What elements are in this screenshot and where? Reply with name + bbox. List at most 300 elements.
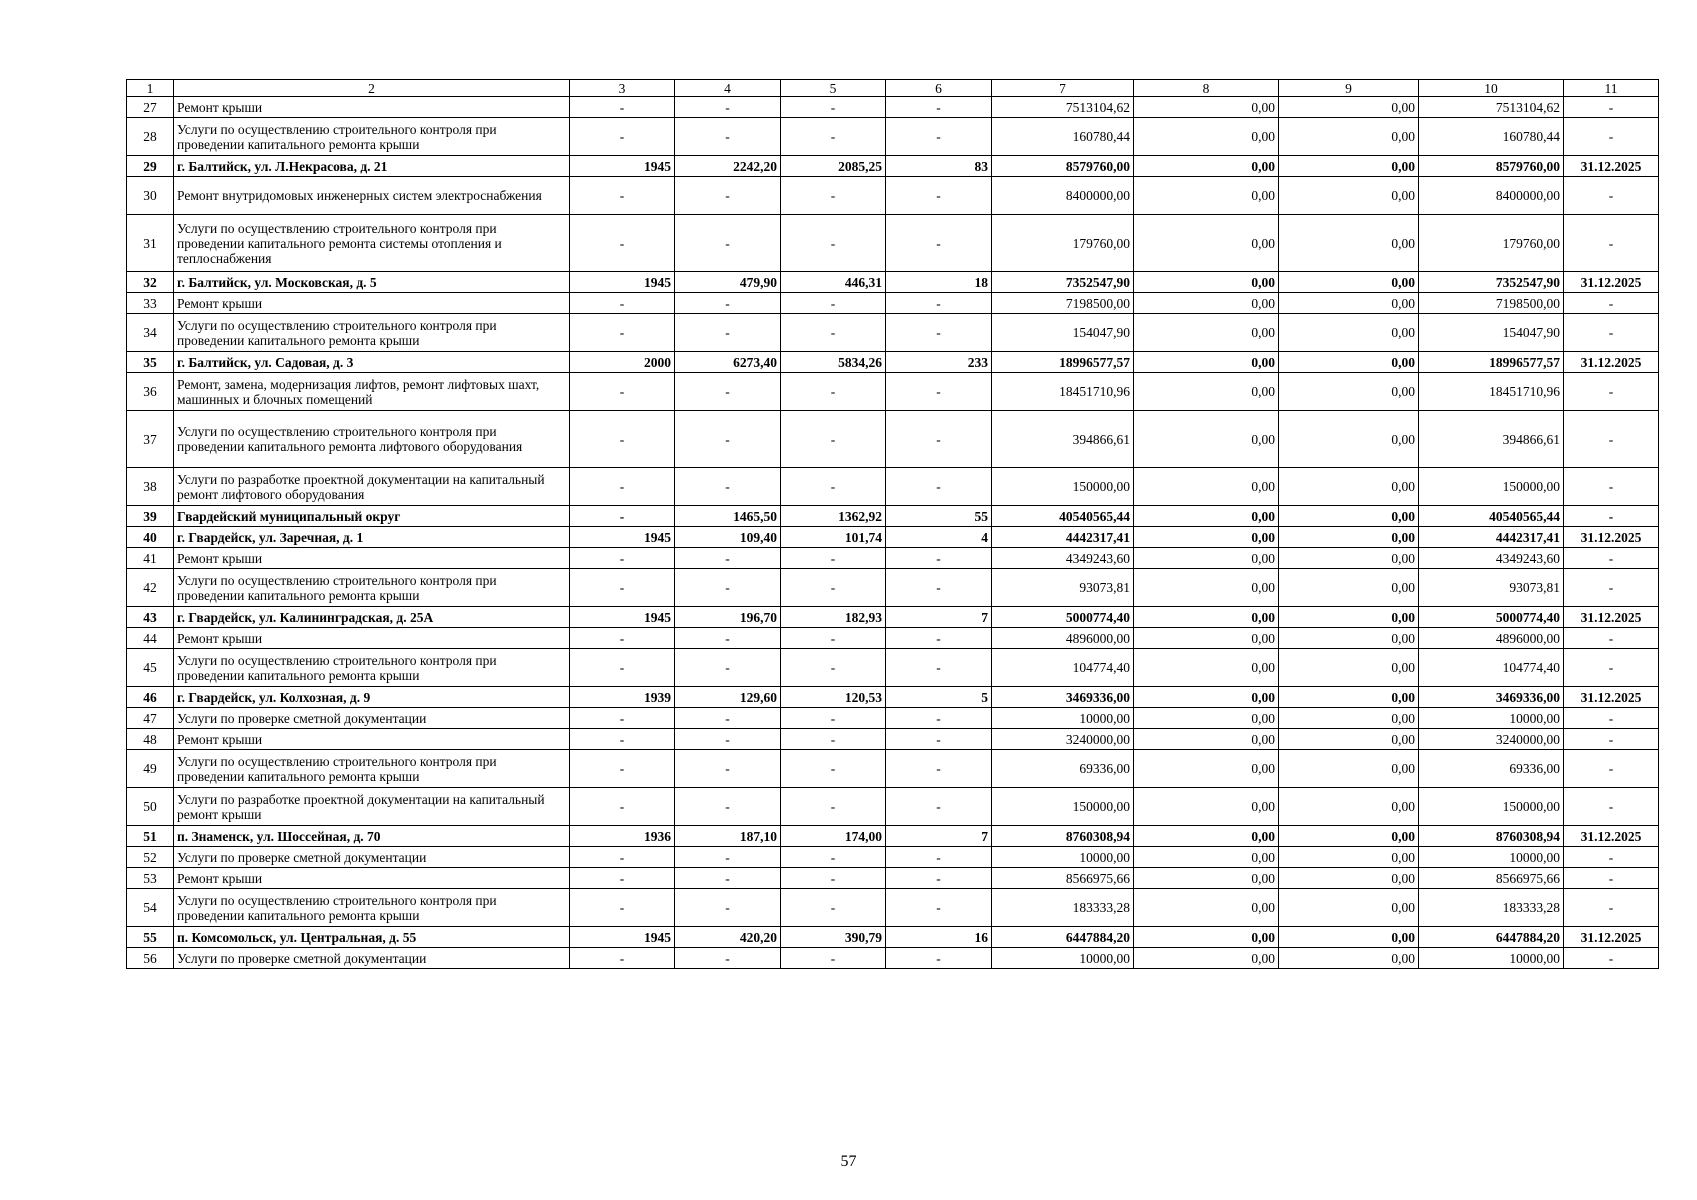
value-cell: 120,53 [781, 687, 886, 708]
value-cell: 1939 [570, 687, 675, 708]
row-number-cell: 52 [127, 847, 174, 868]
row-number-cell: 39 [127, 506, 174, 527]
value-cell: 0,00 [1279, 293, 1419, 314]
value-cell: - [781, 548, 886, 569]
value-cell: 187,10 [675, 826, 781, 847]
table-row [127, 118, 1659, 156]
page-number: 57 [840, 1153, 857, 1170]
value-cell: 8400000,00 [992, 177, 1134, 215]
value-cell: 109,40 [675, 527, 781, 548]
row-number-cell: 45 [127, 649, 174, 687]
table-row [127, 352, 1659, 373]
value-cell: 55 [886, 506, 992, 527]
value-cell: 4442317,41 [1419, 527, 1564, 548]
row-number-cell: 37 [127, 411, 174, 468]
value-cell: - [675, 868, 781, 889]
value-cell: - [675, 468, 781, 506]
value-cell: - [570, 868, 675, 889]
value-cell: 8566975,66 [992, 868, 1134, 889]
value-cell: - [675, 314, 781, 352]
work-name-cell: г. Балтийск, ул. Садовая, д. 3 [174, 352, 570, 373]
row-number-cell: 32 [127, 272, 174, 293]
row-number-cell: 33 [127, 293, 174, 314]
value-cell: 150000,00 [992, 788, 1134, 826]
work-name-cell: Ремонт внутридомовых инженерных систем электроснабжения [174, 177, 570, 215]
value-cell: 5000774,40 [992, 607, 1134, 628]
value-cell: 0,00 [1134, 352, 1279, 373]
value-cell: 174,00 [781, 826, 886, 847]
work-name-cell: Услуги по проверке сметной документации [174, 847, 570, 868]
work-name-cell: Услуги по осуществлению строительного контроля при проведении капитального ремонта лифтового оборудования [174, 411, 570, 468]
value-cell: 5 [886, 687, 992, 708]
value-cell: 1945 [570, 927, 675, 948]
value-cell: - [781, 708, 886, 729]
value-cell: - [781, 373, 886, 411]
value-cell: 0,00 [1134, 788, 1279, 826]
value-cell: 3240000,00 [992, 729, 1134, 750]
work-name-cell: Услуги по осуществлению строительного контроля при проведении капитального ремонта крыши [174, 750, 570, 788]
value-cell: 183333,28 [1419, 889, 1564, 927]
value-cell: 182,93 [781, 607, 886, 628]
value-cell: - [781, 847, 886, 868]
value-cell: - [1564, 708, 1659, 729]
table-row [127, 215, 1659, 272]
value-cell: 420,20 [675, 927, 781, 948]
value-cell: 10000,00 [1419, 847, 1564, 868]
value-cell: 40540565,44 [992, 506, 1134, 527]
value-cell: 4442317,41 [992, 527, 1134, 548]
value-cell: - [886, 373, 992, 411]
value-cell: 4896000,00 [992, 628, 1134, 649]
value-cell: 4349243,60 [1419, 548, 1564, 569]
value-cell: 0,00 [1279, 527, 1419, 548]
value-cell: 160780,44 [992, 118, 1134, 156]
table-row [127, 527, 1659, 548]
value-cell: - [570, 569, 675, 607]
table-row [127, 628, 1659, 649]
value-cell: - [781, 468, 886, 506]
row-number-cell: 53 [127, 868, 174, 889]
value-cell: - [781, 411, 886, 468]
value-cell: - [675, 708, 781, 729]
value-cell: 0,00 [1134, 272, 1279, 293]
value-cell: 101,74 [781, 527, 886, 548]
value-cell: 3469336,00 [1419, 687, 1564, 708]
value-cell: - [675, 729, 781, 750]
value-cell: 1945 [570, 272, 675, 293]
value-cell: - [886, 628, 992, 649]
value-cell: - [1564, 788, 1659, 826]
value-cell: 0,00 [1279, 468, 1419, 506]
value-cell: 7 [886, 826, 992, 847]
value-cell: - [1564, 847, 1659, 868]
value-cell: 0,00 [1279, 177, 1419, 215]
table-row [127, 293, 1659, 314]
column-number: 2 [174, 80, 570, 97]
value-cell: 0,00 [1134, 177, 1279, 215]
value-cell: 18996577,57 [1419, 352, 1564, 373]
value-cell: - [675, 649, 781, 687]
value-cell: 4 [886, 527, 992, 548]
value-cell: 6447884,20 [992, 927, 1134, 948]
work-name-cell: г. Балтийск, ул. Московская, д. 5 [174, 272, 570, 293]
value-cell: 0,00 [1134, 527, 1279, 548]
table-row [127, 468, 1659, 506]
column-number: 1 [127, 80, 174, 97]
value-cell: 0,00 [1279, 649, 1419, 687]
value-cell: 150000,00 [1419, 788, 1564, 826]
value-cell: - [1564, 118, 1659, 156]
work-name-cell: Услуги по проверке сметной документации [174, 948, 570, 969]
table-row [127, 156, 1659, 177]
value-cell: 31.12.2025 [1564, 527, 1659, 548]
value-cell: 3469336,00 [992, 687, 1134, 708]
value-cell: 18451710,96 [992, 373, 1134, 411]
value-cell: - [886, 729, 992, 750]
value-cell: 0,00 [1279, 314, 1419, 352]
row-number-cell: 43 [127, 607, 174, 628]
value-cell: 0,00 [1134, 687, 1279, 708]
column-number: 3 [570, 80, 675, 97]
table-row [127, 272, 1659, 293]
value-cell: - [886, 569, 992, 607]
work-name-cell: г. Гвардейск, ул. Калининградская, д. 25А [174, 607, 570, 628]
value-cell: - [1564, 293, 1659, 314]
value-cell: 0,00 [1134, 607, 1279, 628]
value-cell: - [570, 889, 675, 927]
work-name-cell: Ремонт крыши [174, 628, 570, 649]
value-cell: - [886, 293, 992, 314]
value-cell: - [1564, 468, 1659, 506]
work-name-cell: Ремонт крыши [174, 868, 570, 889]
value-cell: 31.12.2025 [1564, 687, 1659, 708]
value-cell: 160780,44 [1419, 118, 1564, 156]
value-cell: - [1564, 177, 1659, 215]
value-cell: 2242,20 [675, 156, 781, 177]
table-row [127, 97, 1659, 118]
value-cell: - [1564, 649, 1659, 687]
value-cell: - [675, 373, 781, 411]
value-cell: 8579760,00 [992, 156, 1134, 177]
value-cell: - [570, 468, 675, 506]
column-number: 10 [1419, 80, 1564, 97]
value-cell: 10000,00 [992, 847, 1134, 868]
value-cell: - [570, 628, 675, 649]
value-cell: 179760,00 [1419, 215, 1564, 272]
value-cell: - [886, 948, 992, 969]
table-row [127, 948, 1659, 969]
value-cell: 7 [886, 607, 992, 628]
row-number-cell: 46 [127, 687, 174, 708]
work-name-cell: Услуги по осуществлению строительного контроля при проведении капитального ремонта крыши [174, 569, 570, 607]
value-cell: 31.12.2025 [1564, 826, 1659, 847]
value-cell: - [886, 649, 992, 687]
value-cell: 1362,92 [781, 506, 886, 527]
value-cell: 0,00 [1134, 373, 1279, 411]
value-cell: 31.12.2025 [1564, 352, 1659, 373]
value-cell: - [886, 548, 992, 569]
value-cell: 104774,40 [1419, 649, 1564, 687]
value-cell: - [781, 788, 886, 826]
value-cell: 31.12.2025 [1564, 156, 1659, 177]
value-cell: - [781, 215, 886, 272]
value-cell: 69336,00 [1419, 750, 1564, 788]
value-cell: 0,00 [1134, 156, 1279, 177]
value-cell: 7513104,62 [992, 97, 1134, 118]
row-number-cell: 44 [127, 628, 174, 649]
value-cell: 10000,00 [1419, 708, 1564, 729]
value-cell: 0,00 [1279, 548, 1419, 569]
value-cell: - [570, 293, 675, 314]
table-row [127, 826, 1659, 847]
value-cell: 0,00 [1134, 293, 1279, 314]
value-cell: - [570, 177, 675, 215]
work-name-cell: Гвардейский муниципальный округ [174, 506, 570, 527]
value-cell: - [675, 293, 781, 314]
value-cell: - [886, 411, 992, 468]
row-number-cell: 50 [127, 788, 174, 826]
value-cell: - [886, 177, 992, 215]
value-cell: 31.12.2025 [1564, 607, 1659, 628]
value-cell: - [675, 118, 781, 156]
value-cell: 8760308,94 [992, 826, 1134, 847]
value-cell: 0,00 [1279, 729, 1419, 750]
work-name-cell: Ремонт крыши [174, 293, 570, 314]
value-cell: 0,00 [1134, 889, 1279, 927]
row-number-cell: 34 [127, 314, 174, 352]
row-number-cell: 56 [127, 948, 174, 969]
value-cell: 0,00 [1279, 156, 1419, 177]
value-cell: 1465,50 [675, 506, 781, 527]
value-cell: - [570, 729, 675, 750]
value-cell: 150000,00 [1419, 468, 1564, 506]
value-cell: 0,00 [1279, 607, 1419, 628]
value-cell: - [1564, 97, 1659, 118]
value-cell: - [1564, 548, 1659, 569]
table-row [127, 889, 1659, 927]
value-cell: - [570, 314, 675, 352]
work-name-cell: Услуги по осуществлению строительного контроля при проведении капитального ремонта крыши [174, 118, 570, 156]
column-number-row [127, 80, 1659, 97]
value-cell: 0,00 [1279, 750, 1419, 788]
value-cell: - [570, 506, 675, 527]
work-name-cell: г. Балтийск, ул. Л.Некрасова, д. 21 [174, 156, 570, 177]
row-number-cell: 49 [127, 750, 174, 788]
work-name-cell: г. Гвардейск, ул. Колхозная, д. 9 [174, 687, 570, 708]
value-cell: 0,00 [1279, 569, 1419, 607]
value-cell: - [570, 411, 675, 468]
value-cell: - [781, 750, 886, 788]
value-cell: 16 [886, 927, 992, 948]
row-number-cell: 55 [127, 927, 174, 948]
value-cell: 0,00 [1279, 868, 1419, 889]
value-cell: 6273,40 [675, 352, 781, 373]
column-number: 9 [1279, 80, 1419, 97]
capital-repair-table [126, 79, 1659, 969]
value-cell: 8760308,94 [1419, 826, 1564, 847]
value-cell: - [675, 788, 781, 826]
value-cell: 83 [886, 156, 992, 177]
value-cell: - [1564, 868, 1659, 889]
value-cell: - [781, 889, 886, 927]
column-number: 6 [886, 80, 992, 97]
value-cell: - [1564, 314, 1659, 352]
table-row [127, 548, 1659, 569]
column-number: 11 [1564, 80, 1659, 97]
table-body [127, 80, 1659, 969]
value-cell: 479,90 [675, 272, 781, 293]
value-cell: - [570, 948, 675, 969]
value-cell: - [781, 649, 886, 687]
value-cell: 0,00 [1134, 118, 1279, 156]
value-cell: 8579760,00 [1419, 156, 1564, 177]
value-cell: 1945 [570, 607, 675, 628]
value-cell: - [886, 889, 992, 927]
row-number-cell: 31 [127, 215, 174, 272]
value-cell: 5834,26 [781, 352, 886, 373]
value-cell: 0,00 [1279, 506, 1419, 527]
work-name-cell: Услуги по осуществлению строительного контроля при проведении капитального ремонта системы отопления и теплоснабжения [174, 215, 570, 272]
value-cell: - [570, 97, 675, 118]
value-cell: 7513104,62 [1419, 97, 1564, 118]
value-cell: 1936 [570, 826, 675, 847]
value-cell: - [781, 868, 886, 889]
value-cell: 0,00 [1279, 628, 1419, 649]
value-cell: - [570, 118, 675, 156]
value-cell: - [781, 177, 886, 215]
value-cell: 0,00 [1134, 649, 1279, 687]
value-cell: 0,00 [1134, 628, 1279, 649]
value-cell: 0,00 [1134, 750, 1279, 788]
value-cell: - [1564, 569, 1659, 607]
row-number-cell: 30 [127, 177, 174, 215]
value-cell: 10000,00 [992, 948, 1134, 969]
value-cell: - [675, 97, 781, 118]
row-number-cell: 38 [127, 468, 174, 506]
value-cell: 150000,00 [992, 468, 1134, 506]
value-cell: - [781, 948, 886, 969]
value-cell: - [675, 215, 781, 272]
value-cell: 129,60 [675, 687, 781, 708]
work-name-cell: Услуги по осуществлению строительного контроля при проведении капитального ремонта крыши [174, 649, 570, 687]
value-cell: - [570, 548, 675, 569]
value-cell: 0,00 [1134, 569, 1279, 607]
value-cell: 0,00 [1134, 411, 1279, 468]
value-cell: 0,00 [1279, 118, 1419, 156]
table-row [127, 750, 1659, 788]
work-name-cell: п. Комсомольск, ул. Центральная, д. 55 [174, 927, 570, 948]
value-cell: - [1564, 506, 1659, 527]
value-cell: - [1564, 373, 1659, 411]
value-cell: 233 [886, 352, 992, 373]
column-number: 7 [992, 80, 1134, 97]
value-cell: - [886, 788, 992, 826]
value-cell: 154047,90 [992, 314, 1134, 352]
value-cell: - [886, 847, 992, 868]
value-cell: 3240000,00 [1419, 729, 1564, 750]
value-cell: - [675, 948, 781, 969]
value-cell: 183333,28 [992, 889, 1134, 927]
value-cell: 0,00 [1279, 708, 1419, 729]
value-cell: 0,00 [1134, 97, 1279, 118]
value-cell: 394866,61 [992, 411, 1134, 468]
value-cell: 7198500,00 [992, 293, 1134, 314]
value-cell: 0,00 [1279, 272, 1419, 293]
value-cell: - [886, 118, 992, 156]
table-row [127, 607, 1659, 628]
value-cell: 0,00 [1134, 468, 1279, 506]
value-cell: 5000774,40 [1419, 607, 1564, 628]
value-cell: - [1564, 411, 1659, 468]
value-cell: - [675, 628, 781, 649]
row-number-cell: 54 [127, 889, 174, 927]
value-cell: 2000 [570, 352, 675, 373]
value-cell: - [1564, 750, 1659, 788]
column-number: 8 [1134, 80, 1279, 97]
value-cell: 0,00 [1279, 788, 1419, 826]
value-cell: - [886, 215, 992, 272]
value-cell: 18 [886, 272, 992, 293]
table-row [127, 788, 1659, 826]
value-cell: 0,00 [1134, 708, 1279, 729]
value-cell: - [781, 97, 886, 118]
row-number-cell: 41 [127, 548, 174, 569]
value-cell: - [781, 293, 886, 314]
value-cell: 8400000,00 [1419, 177, 1564, 215]
row-number-cell: 47 [127, 708, 174, 729]
value-cell: 0,00 [1134, 215, 1279, 272]
work-name-cell: Ремонт крыши [174, 548, 570, 569]
value-cell: 0,00 [1134, 927, 1279, 948]
value-cell: - [781, 569, 886, 607]
value-cell: 0,00 [1279, 847, 1419, 868]
value-cell: - [1564, 889, 1659, 927]
value-cell: - [570, 708, 675, 729]
value-cell: 8566975,66 [1419, 868, 1564, 889]
value-cell: - [1564, 948, 1659, 969]
value-cell: 31.12.2025 [1564, 927, 1659, 948]
row-number-cell: 48 [127, 729, 174, 750]
value-cell: 196,70 [675, 607, 781, 628]
work-name-cell: Услуги по осуществлению строительного контроля при проведении капитального ремонта крыши [174, 314, 570, 352]
value-cell: - [570, 373, 675, 411]
value-cell: 18996577,57 [992, 352, 1134, 373]
value-cell: - [886, 868, 992, 889]
value-cell: - [886, 314, 992, 352]
value-cell: - [675, 847, 781, 868]
table-row [127, 411, 1659, 468]
value-cell: 18451710,96 [1419, 373, 1564, 411]
table-row [127, 177, 1659, 215]
value-cell: 0,00 [1134, 729, 1279, 750]
value-cell: 0,00 [1279, 97, 1419, 118]
value-cell: - [1564, 729, 1659, 750]
value-cell: - [886, 708, 992, 729]
value-cell: 0,00 [1134, 868, 1279, 889]
value-cell: 394866,61 [1419, 411, 1564, 468]
value-cell: 31.12.2025 [1564, 272, 1659, 293]
table-row [127, 506, 1659, 527]
value-cell: 10000,00 [1419, 948, 1564, 969]
value-cell: 0,00 [1134, 506, 1279, 527]
row-number-cell: 42 [127, 569, 174, 607]
work-name-cell: Услуги по разработке проектной документации на капитальный ремонт лифтового оборудования [174, 468, 570, 506]
work-name-cell: Ремонт, замена, модернизация лифтов, ремонт лифтовых шахт, машинных и блочных помещений [174, 373, 570, 411]
value-cell: 7198500,00 [1419, 293, 1564, 314]
value-cell: 0,00 [1279, 927, 1419, 948]
value-cell: - [675, 889, 781, 927]
value-cell: 0,00 [1279, 373, 1419, 411]
